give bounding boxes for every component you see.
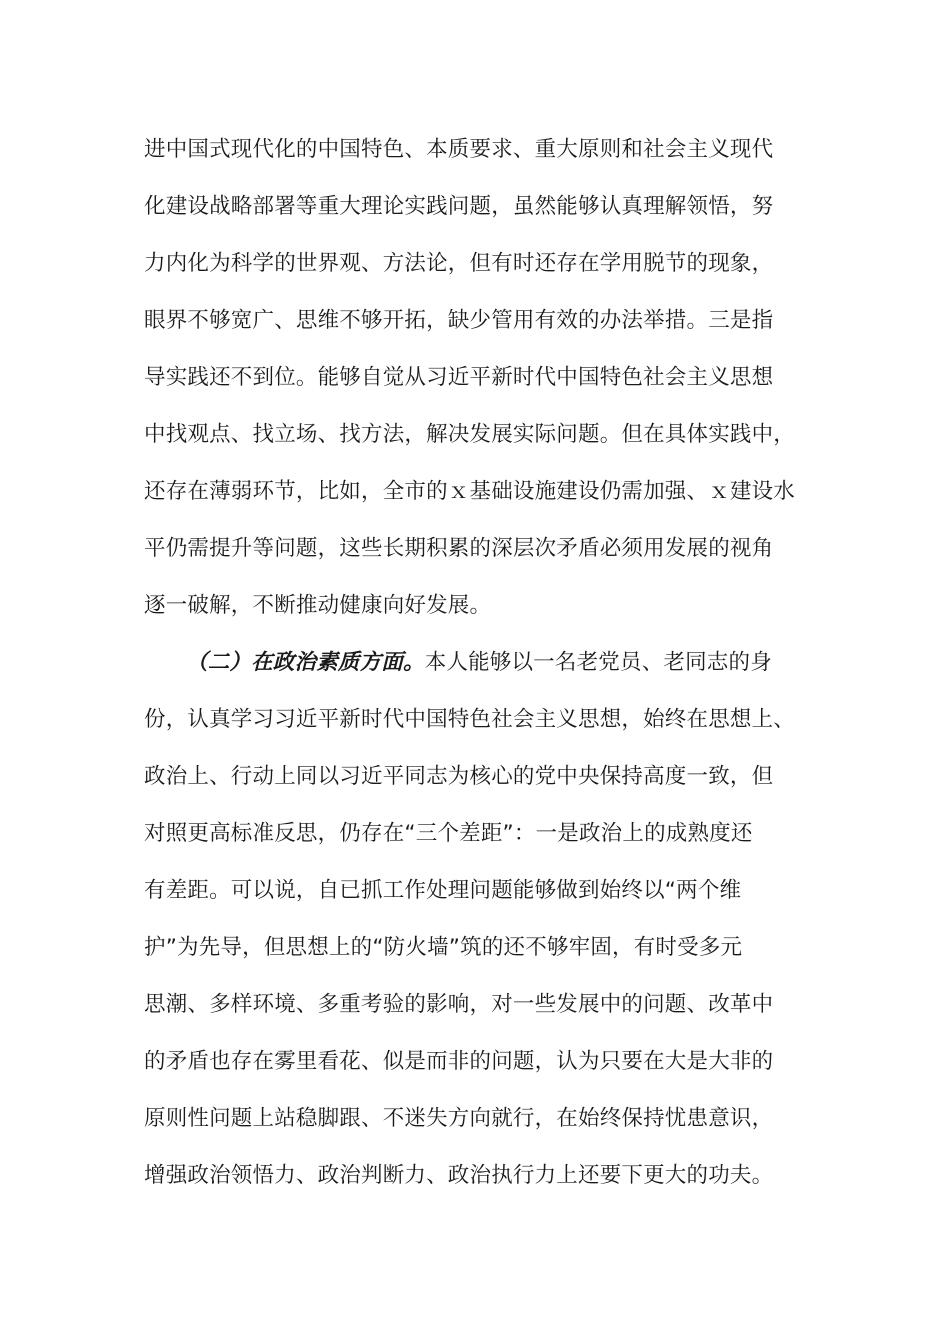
paragraph-line: 中找观点、找立场、找方法，解决发展实际问题。但在具体实践中， bbox=[144, 422, 796, 447]
paragraph-line: 政治上、行动上同以习近平同志为核心的党中央保持高度一致，但 bbox=[144, 764, 774, 789]
paragraph-line: 化建设战略部署等重大理论实践问题，虽然能够认真理解领悟，努 bbox=[144, 194, 774, 219]
paragraph-line: 进中国式现代化的中国特色、本质要求、重大原则和社会主义现代 bbox=[144, 137, 774, 162]
paragraph-line: 平仍需提升等问题，这些长期积累的深层次矛盾必须用发展的视角 bbox=[144, 536, 774, 561]
paragraph-line: 有差距。可以说，自已抓工作处理问题能够做到始终以“两个维 bbox=[144, 878, 742, 903]
paragraph-line: 还存在薄弱环节，比如，全市的ｘ基础设施建设仍需加强、ｘ建设水 bbox=[144, 479, 796, 504]
paragraph-line: 份，认真学习习近平新时代中国特色社会主义思想，始终在思想上、 bbox=[144, 707, 796, 732]
paragraph-line: 导实践还不到位。能够自觉从习近平新时代中国特色社会主义思想 bbox=[144, 365, 774, 390]
section-heading-line bbox=[186, 648, 772, 678]
paragraph-line: 护”为先导，但思想上的“防火墙”筑的还不够牢固，有时受多元 bbox=[144, 935, 743, 960]
paragraph-line: 增强政治领悟力、政治判断力、政治执行力上还要下更大的功夫。 bbox=[144, 1163, 774, 1188]
section-heading: （二）在政治素质方面。 bbox=[186, 650, 425, 675]
paragraph-line: 原则性问题上站稳脚跟、不迷失方向就行，在始终保持忧患意识， bbox=[144, 1106, 774, 1131]
paragraph-line: 的矛盾也存在雾里看花、似是而非的问题，认为只要在大是大非的 bbox=[144, 1049, 774, 1074]
paragraph-line: 力内化为科学的世界观、方法论，但有时还存在学用脱节的现象， bbox=[144, 251, 774, 276]
paragraph-line: 思潮、多样环境、多重考验的影响，对一些发展中的问题、改革中 bbox=[144, 992, 774, 1017]
paragraph-line: 逐一破解，不断推动健康向好发展。 bbox=[144, 593, 492, 618]
paragraph-line: 对照更高标准反思，仍存在“三个差距”：一是政治上的成熟度还 bbox=[144, 821, 753, 846]
heading-line-text: 本人能够以一名老党员、老同志的身 bbox=[424, 650, 772, 675]
paragraph-line: 眼界不够宽广、思维不够开拓，缺少管用有效的办法举措。三是指 bbox=[144, 308, 774, 333]
